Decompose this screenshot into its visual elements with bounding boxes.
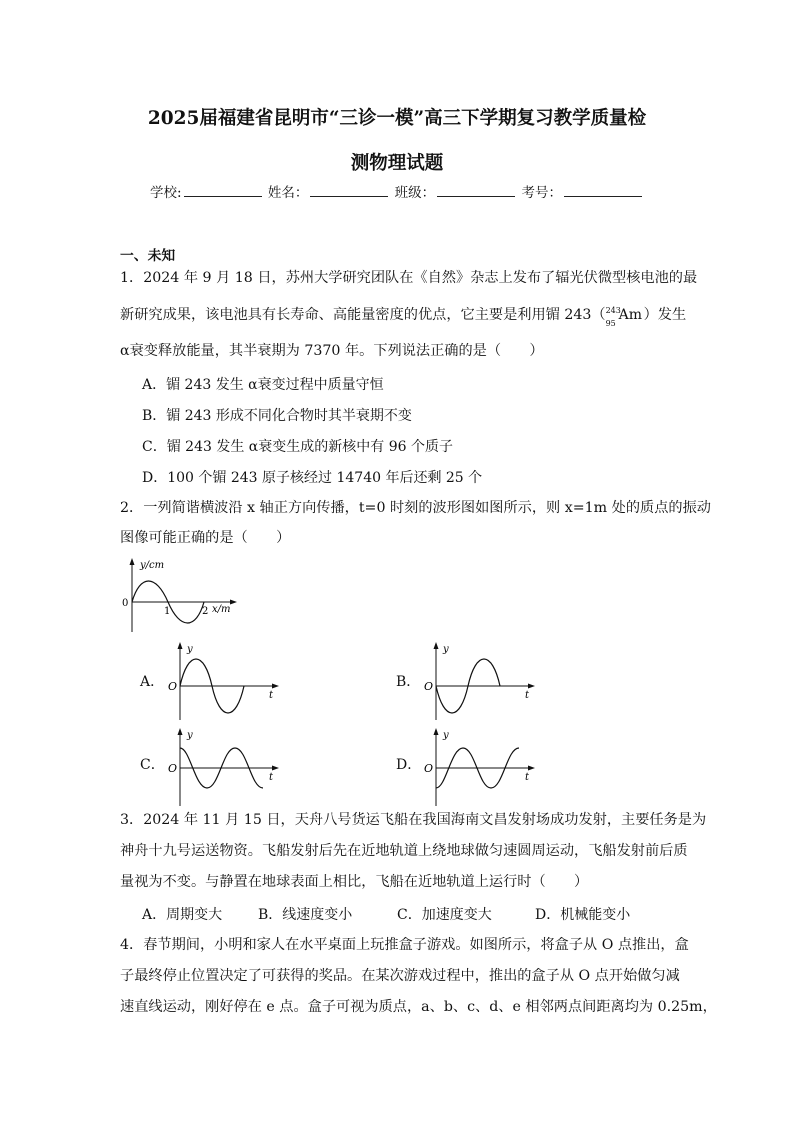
svg-text:t: t (269, 690, 274, 701)
q3-line-3: 量视为不变。与静置在地球表面上相比，飞船在近地轨道上运行时（ ） (120, 874, 589, 890)
q1-line-3: α衰变释放能量，其半衰期为 7370 年。下列说法正确的是（ ） (120, 343, 544, 359)
isotope (605, 305, 644, 328)
q2-graph-d[interactable] (421, 726, 536, 806)
q2-line-1: 2．一列简谐横波沿 x 轴正方向传播，t=0 时刻的波形图如图所示，则 x=1m 处的质点的振动 (120, 500, 711, 516)
q2-option-b-label[interactable]: B． (396, 674, 421, 690)
name-label: 姓名： (267, 185, 309, 201)
class-label: 班级： (394, 185, 436, 201)
wave-tick-1: 1 (164, 606, 171, 617)
q1-line-2 (120, 305, 687, 328)
q1-line-1: 1．2024 年 9 月 18 日，苏州大学研究团队在《自然》杂志上发布了辐光伏微型核电池的最 (120, 270, 698, 286)
q2-graph-b[interactable] (421, 640, 536, 720)
school-blank[interactable] (184, 184, 262, 197)
q2-option-d-label[interactable]: D． (396, 757, 422, 773)
student-info-row (0, 181, 794, 201)
svg-text:O: O (168, 680, 178, 693)
q3-option-d[interactable]: D．机械能变小 (535, 907, 631, 923)
q2-graph-a[interactable] (165, 640, 280, 720)
svg-text:O: O (424, 680, 434, 693)
wave-y-arrow (130, 558, 135, 565)
class-blank[interactable] (437, 184, 515, 197)
title-line-2: 测物理试题 (350, 153, 444, 174)
q3-option-c[interactable]: C．加速度变大 (397, 907, 492, 923)
svg-text:O: O (424, 762, 434, 775)
q1-line-2-a: 新研究成果，该电池具有长寿命、高能量密度的优点，它主要是利用镅 243（ (120, 307, 606, 323)
q4-line-1: 4．春节期间，小明和家人在水平桌面上玩推盒子游戏。如图所示，将盒子从 O 点推出，盒 (120, 937, 689, 953)
wave-ylabel: y/cm (140, 560, 165, 571)
q3-line-2: 神舟十九号运送物资。飞船发射后先在近地轨道上绕地球做匀速圆周运动，飞船发射前后质 (120, 843, 688, 859)
exam-number-blank[interactable] (564, 184, 642, 197)
school-label: 学校: (150, 185, 182, 201)
svg-text:y: y (443, 730, 449, 741)
svg-text:t: t (525, 772, 530, 783)
section-heading: 一、未知 (120, 248, 176, 264)
wave-graph (118, 556, 238, 636)
q1-option-b[interactable]: B．镅 243 形成不同化合物时其半衰期不变 (142, 408, 412, 424)
wave-origin: 0 (122, 598, 129, 609)
q4-line-3: 速直线运动，刚好停在 e 点。盒子可视为质点，a、b、c、d、e 相邻两点间距离均为 0.25m， (120, 999, 717, 1015)
q3-option-a[interactable]: A．周期变大 (142, 907, 223, 923)
svg-text:t: t (269, 772, 274, 783)
q1-option-d[interactable]: D．100 个镅 243 原子核经过 14740 年后还剩 25 个 (142, 470, 483, 486)
name-blank[interactable] (310, 184, 388, 197)
q2-line-2: 图像可能正确的是（ ） (120, 530, 291, 546)
title-line-1: 2025届福建省昆明市“三诊一模”高三下学期复习教学质量检 (147, 108, 647, 129)
svg-text:y: y (187, 644, 193, 655)
q2-option-a-label[interactable]: A． (140, 674, 165, 690)
wave-x-arrow (230, 600, 237, 605)
wave-xlabel: x/m (212, 604, 231, 615)
q1-line-2-b: ）发生 (643, 307, 687, 323)
svg-text:y: y (443, 644, 449, 655)
svg-text:t: t (525, 690, 530, 701)
exam-number-label: 考号： (521, 185, 562, 201)
q1-option-c[interactable]: C．镅 243 发生 α衰变生成的新核中有 96 个质子 (142, 439, 453, 455)
q3-line-1: 3．2024 年 11 月 15 日，天舟八号货运飞船在我国海南文昌发射场成功发射，主要任务是为 (120, 812, 707, 828)
q2-option-c-label[interactable]: C． (140, 757, 165, 773)
isotope-symbol: Am (618, 307, 642, 323)
wave-tick-2: 2 (202, 606, 209, 617)
svg-text:y: y (187, 730, 193, 741)
q3-option-b[interactable]: B．线速度变小 (258, 907, 353, 923)
q1-option-a[interactable]: A．镅 243 发生 α衰变过程中质量守恒 (142, 377, 384, 393)
q4-line-2: 子最终停止位置决定了可获得的奖品。在某次游戏过程中，推出的盒子从 O 点开始做匀减 (120, 968, 680, 984)
svg-text:O: O (168, 762, 178, 775)
isotope-mass: 243 (605, 306, 621, 315)
isotope-z: 95 (605, 319, 616, 328)
q2-graph-c[interactable] (165, 726, 280, 806)
